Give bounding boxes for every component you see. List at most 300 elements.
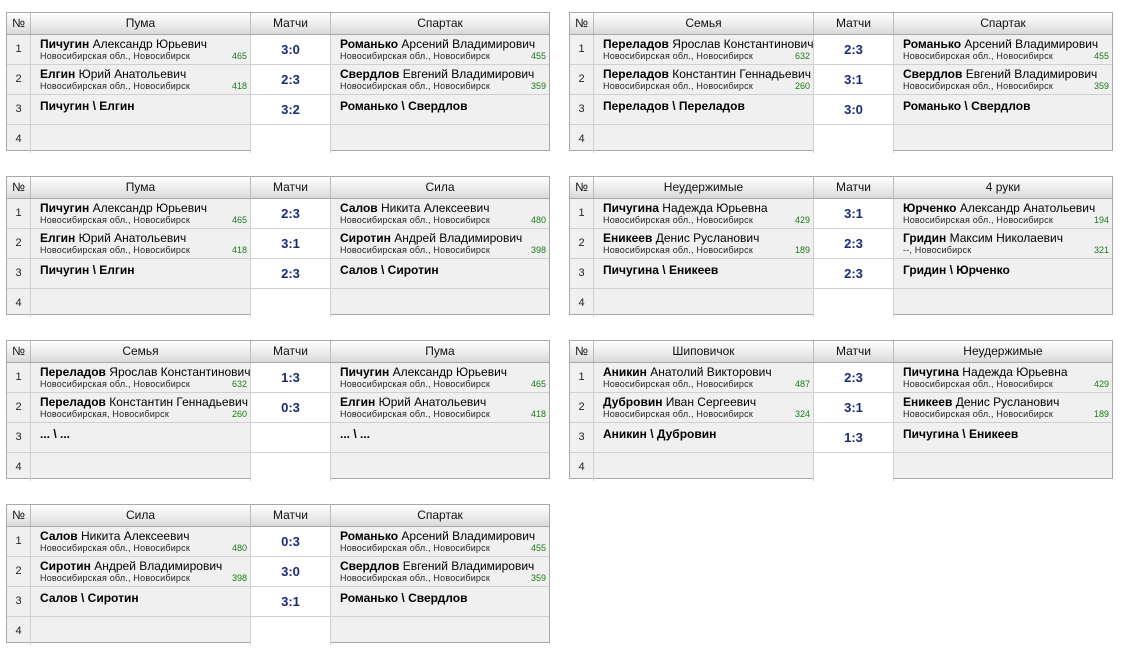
table-row bbox=[570, 35, 1112, 65]
player-rating: 321 bbox=[1093, 245, 1109, 255]
match-table bbox=[6, 12, 550, 151]
row-number: 3 bbox=[7, 587, 31, 616]
player-name: Переладов Константин Геннадьевич bbox=[603, 67, 811, 81]
score: 3:1 bbox=[844, 206, 863, 221]
score-cell[interactable] bbox=[814, 65, 894, 94]
row-number: 1 bbox=[7, 363, 31, 392]
player-rating: 465 bbox=[530, 379, 546, 389]
score: 3:0 bbox=[281, 42, 300, 57]
score-cell[interactable] bbox=[814, 125, 894, 153]
row-number: 1 bbox=[7, 35, 31, 64]
table-row bbox=[570, 95, 1112, 125]
team2-name: 4 руки bbox=[985, 180, 1021, 194]
player2-cell bbox=[894, 65, 1112, 94]
player-name: Юрченко Александр Анатольевич bbox=[903, 201, 1096, 215]
player-rating: 194 bbox=[1093, 215, 1109, 225]
table-row bbox=[570, 259, 1112, 289]
row-number: 1 bbox=[570, 35, 594, 64]
doubles-pair: Пичугин \ Елгин bbox=[40, 99, 135, 113]
player-name: Пичугин Александр Юрьевич bbox=[340, 365, 508, 379]
column-header-matches: Матчи bbox=[251, 177, 331, 198]
match-table bbox=[6, 504, 550, 643]
row-number: 2 bbox=[7, 229, 31, 258]
player-rating: 480 bbox=[231, 543, 247, 553]
team2-name: Пума bbox=[425, 344, 455, 358]
score-cell[interactable] bbox=[251, 363, 331, 392]
player-region: --, Новосибирск bbox=[903, 245, 972, 255]
row-number: 4 bbox=[7, 617, 31, 645]
player2-cell bbox=[331, 527, 549, 556]
team1-name: Сила bbox=[31, 505, 251, 526]
player-region: Новосибирская обл., Новосибирск bbox=[603, 409, 753, 419]
player1-cell bbox=[31, 557, 251, 586]
column-header-matches: Матчи bbox=[251, 341, 331, 362]
score-cell[interactable] bbox=[251, 125, 331, 153]
doubles-pair: Пичугина \ Еникеев bbox=[603, 263, 719, 277]
pair2-cell bbox=[894, 423, 1112, 452]
doubles-pair: ... \ ... bbox=[40, 427, 71, 441]
player1-cell bbox=[594, 393, 814, 422]
score-cell[interactable] bbox=[814, 423, 894, 452]
score-cell[interactable] bbox=[251, 423, 331, 452]
table-row bbox=[7, 557, 549, 587]
row-number: 4 bbox=[570, 453, 594, 481]
row-number: 4 bbox=[7, 289, 31, 317]
doubles-pair: Салов \ Сиротин bbox=[40, 591, 139, 605]
player-rating: 260 bbox=[231, 409, 247, 419]
score-cell[interactable] bbox=[251, 453, 331, 481]
score: 3:1 bbox=[281, 236, 300, 251]
score: 0:3 bbox=[281, 400, 300, 415]
row-number: 2 bbox=[7, 557, 31, 586]
empty-cell bbox=[31, 617, 251, 645]
player-region: Новосибирская обл., Новосибирск bbox=[603, 245, 753, 255]
row-number: 2 bbox=[570, 229, 594, 258]
table-header bbox=[7, 177, 549, 199]
player-name: Пичугина Надежда Юрьевна bbox=[903, 365, 1068, 379]
score: 2:3 bbox=[281, 206, 300, 221]
score: 3:2 bbox=[281, 102, 300, 117]
score-cell[interactable] bbox=[814, 199, 894, 228]
player2-cell bbox=[894, 393, 1112, 422]
player-name: Пичугина Надежда Юрьевна bbox=[603, 201, 768, 215]
player-name: Переладов Константин Геннадьевич bbox=[40, 395, 248, 409]
team1-name: Пума bbox=[31, 177, 251, 198]
empty-cell bbox=[331, 125, 549, 153]
player-name: Гридин Максим Николаевич bbox=[903, 231, 1063, 245]
team2-name: Спартак bbox=[417, 16, 463, 30]
pair2-cell bbox=[331, 95, 549, 124]
player-rating: 480 bbox=[530, 215, 546, 225]
doubles-pair: Романько \ Свердлов bbox=[340, 99, 468, 113]
player2-cell bbox=[331, 35, 549, 64]
score-cell[interactable] bbox=[251, 35, 331, 64]
player-rating: 429 bbox=[794, 215, 810, 225]
score-cell[interactable] bbox=[251, 393, 331, 422]
player2-cell bbox=[331, 229, 549, 258]
player1-cell bbox=[31, 35, 251, 64]
score bbox=[251, 423, 330, 430]
column-header-number: № bbox=[570, 13, 594, 34]
row-number: 1 bbox=[7, 527, 31, 556]
row-number: 1 bbox=[7, 199, 31, 228]
row-number: 4 bbox=[7, 453, 31, 481]
player-rating: 455 bbox=[530, 51, 546, 61]
pair1-cell bbox=[594, 95, 814, 124]
score: 2:3 bbox=[844, 42, 863, 57]
player-rating: 632 bbox=[794, 51, 810, 61]
row-number: 2 bbox=[7, 393, 31, 422]
empty-cell bbox=[594, 453, 814, 481]
player2-cell bbox=[894, 35, 1112, 64]
score: 3:1 bbox=[844, 400, 863, 415]
column-header-matches: Матчи bbox=[251, 505, 331, 526]
player-region: Новосибирская обл., Новосибирск bbox=[603, 215, 753, 225]
player2-cell bbox=[894, 363, 1112, 392]
team1-name: Неудержимые bbox=[594, 177, 814, 198]
player-region: Новосибирская обл., Новосибирск bbox=[340, 81, 490, 91]
doubles-pair: Салов \ Сиротин bbox=[340, 263, 439, 277]
score-cell[interactable] bbox=[251, 259, 331, 288]
player-rating: 324 bbox=[794, 409, 810, 419]
column-header-matches: Матчи bbox=[814, 341, 894, 362]
table-row bbox=[570, 125, 1112, 153]
player-rating: 465 bbox=[231, 51, 247, 61]
pair2-cell bbox=[894, 95, 1112, 124]
table-row bbox=[7, 527, 549, 557]
row-number: 1 bbox=[570, 363, 594, 392]
table-header bbox=[570, 341, 1112, 363]
player-rating: 418 bbox=[231, 81, 247, 91]
player-region: Новосибирская обл., Новосибирск bbox=[340, 51, 490, 61]
player-rating: 359 bbox=[1093, 81, 1109, 91]
table-row bbox=[7, 423, 549, 453]
player1-cell bbox=[31, 393, 251, 422]
pair1-cell bbox=[594, 423, 814, 452]
table-row bbox=[570, 229, 1112, 259]
score: 2:3 bbox=[844, 266, 863, 281]
match-table bbox=[6, 340, 550, 479]
player-region: Новосибирская обл., Новосибирск bbox=[903, 379, 1053, 389]
player-name: Романько Арсений Владимирович bbox=[340, 37, 536, 51]
pair2-cell bbox=[331, 423, 549, 452]
table-row bbox=[570, 423, 1112, 453]
player1-cell bbox=[31, 199, 251, 228]
column-header-matches: Матчи bbox=[814, 13, 894, 34]
row-number: 4 bbox=[570, 289, 594, 317]
player-name: Переладов Ярослав Константинович bbox=[40, 365, 251, 379]
empty-cell bbox=[31, 453, 251, 481]
table-row bbox=[7, 289, 549, 317]
player1-cell bbox=[31, 229, 251, 258]
score: 0:3 bbox=[281, 534, 300, 549]
player-region: Новосибирская обл., Новосибирск bbox=[340, 543, 490, 553]
doubles-pair: ... \ ... bbox=[340, 427, 371, 441]
row-number: 4 bbox=[7, 125, 31, 153]
table-header bbox=[570, 13, 1112, 35]
player2-cell bbox=[331, 393, 549, 422]
pair2-cell bbox=[331, 259, 549, 288]
score-cell[interactable] bbox=[814, 259, 894, 288]
score-cell[interactable] bbox=[251, 557, 331, 586]
doubles-pair: Переладов \ Переладов bbox=[603, 99, 745, 113]
player-name: Елгин Юрий Анатольевич bbox=[340, 395, 487, 409]
player-region: Новосибирская обл., Новосибирск bbox=[40, 81, 190, 91]
player-region: Новосибирская, Новосибирск bbox=[40, 409, 169, 419]
column-header-matches: Матчи bbox=[251, 13, 331, 34]
doubles-pair: Пичугин \ Елгин bbox=[40, 263, 135, 277]
player1-cell bbox=[594, 199, 814, 228]
table-row bbox=[7, 35, 549, 65]
team2-name: Сила bbox=[425, 180, 455, 194]
score: 2:3 bbox=[281, 266, 300, 281]
score-cell[interactable] bbox=[814, 35, 894, 64]
table-row bbox=[570, 199, 1112, 229]
player-region: Новосибирская обл., Новосибирск bbox=[903, 409, 1053, 419]
player-region: Новосибирская обл., Новосибирск bbox=[40, 543, 190, 553]
player-name: Пичугин Александр Юрьевич bbox=[40, 37, 208, 51]
table-row bbox=[7, 393, 549, 423]
player2-cell bbox=[894, 199, 1112, 228]
doubles-pair: Пичугина \ Еникеев bbox=[903, 427, 1019, 441]
player-rating: 189 bbox=[794, 245, 810, 255]
player-name: Еникеев Денис Русланович bbox=[603, 231, 760, 245]
player-rating: 398 bbox=[530, 245, 546, 255]
doubles-pair: Романько \ Свердлов bbox=[340, 591, 468, 605]
score-cell[interactable] bbox=[814, 229, 894, 258]
table-row bbox=[570, 363, 1112, 393]
match-table bbox=[569, 176, 1113, 315]
column-header-number: № bbox=[7, 177, 31, 198]
player-name: Аникин Анатолий Викторович bbox=[603, 365, 772, 379]
row-number: 3 bbox=[7, 259, 31, 288]
player-name: Свердлов Евгений Владимирович bbox=[340, 559, 535, 573]
row-number: 3 bbox=[570, 95, 594, 124]
row-number: 2 bbox=[570, 393, 594, 422]
score-cell[interactable] bbox=[251, 229, 331, 258]
column-header-number: № bbox=[7, 341, 31, 362]
pair2-cell bbox=[331, 587, 549, 616]
column-header-number: № bbox=[570, 341, 594, 362]
score: 2:3 bbox=[844, 236, 863, 251]
table-row bbox=[7, 617, 549, 645]
table-header bbox=[7, 505, 549, 527]
score-cell[interactable] bbox=[251, 587, 331, 616]
empty-cell bbox=[894, 453, 1112, 481]
score: 3:0 bbox=[281, 564, 300, 579]
player1-cell bbox=[31, 363, 251, 392]
player-region: Новосибирская обл., Новосибирск bbox=[603, 81, 753, 91]
player-region: Новосибирская обл., Новосибирск bbox=[903, 81, 1053, 91]
player2-cell bbox=[331, 557, 549, 586]
column-header-number: № bbox=[7, 505, 31, 526]
player-region: Новосибирская обл., Новосибирск bbox=[40, 51, 190, 61]
table-row bbox=[570, 65, 1112, 95]
pair1-cell bbox=[31, 95, 251, 124]
empty-cell bbox=[594, 125, 814, 153]
player-name: Свердлов Евгений Владимирович bbox=[340, 67, 535, 81]
row-number: 4 bbox=[570, 125, 594, 153]
row-number: 3 bbox=[7, 423, 31, 452]
score-cell[interactable] bbox=[251, 95, 331, 124]
table-row bbox=[570, 453, 1112, 481]
score-cell[interactable] bbox=[814, 363, 894, 392]
player-rating: 359 bbox=[530, 573, 546, 583]
empty-cell bbox=[894, 125, 1112, 153]
empty-cell bbox=[594, 289, 814, 317]
player-region: Новосибирская обл., Новосибирск bbox=[40, 379, 190, 389]
player2-cell bbox=[331, 65, 549, 94]
player-region: Новосибирская обл., Новосибирск bbox=[340, 245, 490, 255]
player-region: Новосибирская обл., Новосибирск bbox=[340, 409, 490, 419]
player1-cell bbox=[31, 527, 251, 556]
score: 1:3 bbox=[281, 370, 300, 385]
player-region: Новосибирская обл., Новосибирск bbox=[40, 215, 190, 225]
player-region: Новосибирская обл., Новосибирск bbox=[340, 379, 490, 389]
player-region: Новосибирская обл., Новосибирск bbox=[603, 51, 753, 61]
player-rating: 418 bbox=[231, 245, 247, 255]
player-name: Дубровин Иван Сергеевич bbox=[603, 395, 757, 409]
player-name: Сиротин Андрей Владимирович bbox=[40, 559, 223, 573]
score: 3:1 bbox=[281, 594, 300, 609]
player-rating: 189 bbox=[1093, 409, 1109, 419]
empty-cell bbox=[31, 125, 251, 153]
player-region: Новосибирская обл., Новосибирск bbox=[903, 51, 1053, 61]
player-name: Салов Никита Алексеевич bbox=[340, 201, 490, 215]
empty-cell bbox=[331, 617, 549, 645]
player-name: Елгин Юрий Анатольевич bbox=[40, 231, 187, 245]
player-name: Переладов Ярослав Константинович bbox=[603, 37, 814, 51]
doubles-pair: Аникин \ Дубровин bbox=[603, 427, 717, 441]
team1-name: Шиповичок bbox=[594, 341, 814, 362]
match-table bbox=[569, 340, 1113, 479]
player-rating: 455 bbox=[530, 543, 546, 553]
team1-name: Семья bbox=[594, 13, 814, 34]
empty-cell bbox=[894, 289, 1112, 317]
score-cell[interactable] bbox=[814, 95, 894, 124]
table-row bbox=[7, 229, 549, 259]
column-header-number: № bbox=[570, 177, 594, 198]
player-rating: 455 bbox=[1093, 51, 1109, 61]
score: 1:3 bbox=[844, 430, 863, 445]
table-header bbox=[7, 341, 549, 363]
player-rating: 398 bbox=[231, 573, 247, 583]
player1-cell bbox=[31, 65, 251, 94]
empty-cell bbox=[31, 289, 251, 317]
table-row bbox=[7, 363, 549, 393]
player2-cell bbox=[331, 363, 549, 392]
table-row bbox=[7, 199, 549, 229]
row-number: 3 bbox=[570, 423, 594, 452]
player2-cell bbox=[331, 199, 549, 228]
row-number: 1 bbox=[570, 199, 594, 228]
player-region: Новосибирская обл., Новосибирск bbox=[40, 245, 190, 255]
team2-name: Спартак bbox=[417, 508, 463, 522]
match-table bbox=[569, 12, 1113, 151]
player-name: Романько Арсений Владимирович bbox=[340, 529, 536, 543]
table-row bbox=[7, 95, 549, 125]
table-row bbox=[7, 453, 549, 481]
pair1-cell bbox=[594, 259, 814, 288]
player-rating: 260 bbox=[794, 81, 810, 91]
pair1-cell bbox=[31, 259, 251, 288]
score: 2:3 bbox=[844, 370, 863, 385]
player-region: Новосибирская обл., Новосибирск bbox=[340, 573, 490, 583]
row-number: 3 bbox=[570, 259, 594, 288]
score-cell[interactable] bbox=[814, 289, 894, 317]
team1-name: Пума bbox=[31, 13, 251, 34]
pair1-cell bbox=[31, 587, 251, 616]
doubles-pair: Гридин \ Юрченко bbox=[903, 263, 1010, 277]
column-header-number: № bbox=[7, 13, 31, 34]
column-header-matches: Матчи bbox=[814, 177, 894, 198]
player1-cell bbox=[594, 65, 814, 94]
score-cell[interactable] bbox=[814, 393, 894, 422]
row-number: 2 bbox=[7, 65, 31, 94]
table-header bbox=[7, 13, 549, 35]
player-rating: 418 bbox=[530, 409, 546, 419]
player-name: Елгин Юрий Анатольевич bbox=[40, 67, 187, 81]
table-row bbox=[7, 65, 549, 95]
team2-name: Спартак bbox=[980, 16, 1026, 30]
score-cell[interactable] bbox=[814, 453, 894, 481]
player-rating: 429 bbox=[1093, 379, 1109, 389]
table-row bbox=[7, 125, 549, 153]
team1-name: Семья bbox=[31, 341, 251, 362]
player-rating: 632 bbox=[231, 379, 247, 389]
player1-cell bbox=[594, 35, 814, 64]
player1-cell bbox=[594, 229, 814, 258]
row-number: 2 bbox=[570, 65, 594, 94]
player-region: Новосибирская обл., Новосибирск bbox=[603, 379, 753, 389]
score-cell[interactable] bbox=[251, 527, 331, 556]
score: 2:3 bbox=[281, 72, 300, 87]
doubles-pair: Романько \ Свердлов bbox=[903, 99, 1031, 113]
player-name: Пичугин Александр Юрьевич bbox=[40, 201, 208, 215]
player-region: Новосибирская обл., Новосибирск bbox=[340, 215, 490, 225]
table-row bbox=[570, 289, 1112, 317]
team2-name: Неудержимые bbox=[963, 344, 1043, 358]
player2-cell bbox=[894, 229, 1112, 258]
empty-cell bbox=[331, 453, 549, 481]
player-name: Свердлов Евгений Владимирович bbox=[903, 67, 1098, 81]
score-cell[interactable] bbox=[251, 65, 331, 94]
table-row bbox=[7, 587, 549, 617]
player-region: Новосибирская обл., Новосибирск bbox=[40, 573, 190, 583]
score: 3:0 bbox=[844, 102, 863, 117]
player-region: Новосибирская обл., Новосибирск bbox=[903, 215, 1053, 225]
match-table bbox=[6, 176, 550, 315]
player-name: Романько Арсений Владимирович bbox=[903, 37, 1099, 51]
score-cell[interactable] bbox=[251, 617, 331, 645]
player-name: Салов Никита Алексеевич bbox=[40, 529, 190, 543]
player-rating: 465 bbox=[231, 215, 247, 225]
player-name: Сиротин Андрей Владимирович bbox=[340, 231, 523, 245]
pair1-cell bbox=[31, 423, 251, 452]
row-number: 3 bbox=[7, 95, 31, 124]
table-row bbox=[7, 259, 549, 289]
score-cell[interactable] bbox=[251, 199, 331, 228]
score: 3:1 bbox=[844, 72, 863, 87]
pair2-cell bbox=[894, 259, 1112, 288]
score-cell[interactable] bbox=[251, 289, 331, 317]
player-rating: 359 bbox=[530, 81, 546, 91]
player1-cell bbox=[594, 363, 814, 392]
table-header bbox=[570, 177, 1112, 199]
player-rating: 487 bbox=[794, 379, 810, 389]
player-name: Еникеев Денис Русланович bbox=[903, 395, 1060, 409]
table-row bbox=[570, 393, 1112, 423]
